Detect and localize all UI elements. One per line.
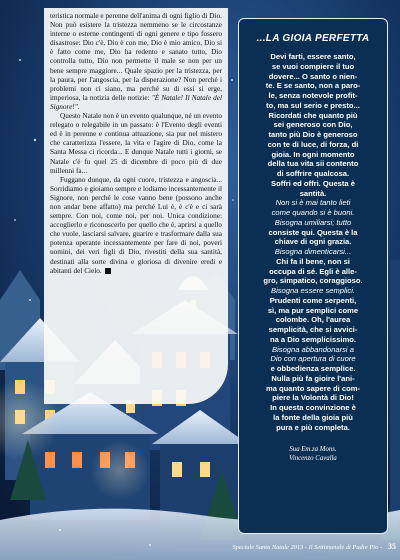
panel-line: ma quanto sapere di com- [265, 383, 361, 393]
panel-line: colombe. Oh, l'aurea [275, 315, 351, 325]
panel-line: santità. [299, 188, 327, 198]
panel-line: Devi farti, essere santo, [270, 52, 356, 61]
panel-line: Soffri ed offri. Questa è [271, 178, 355, 188]
panel-line: di soffrire qualcosa. [276, 169, 350, 178]
panel-line: occupa di sé. Egli è alle- [269, 266, 357, 276]
panel-line: Prudenti come serpenti, [269, 295, 357, 305]
panel-line: Bisogna dimenticarsi... [274, 247, 352, 256]
panel-line: sei generoso con Dio, [273, 120, 353, 130]
panel-line: to, ma sul serio e presto... [266, 100, 360, 110]
sidebar-panel [238, 18, 388, 534]
panel-line: dovere... O santo o nien- [268, 71, 358, 81]
panel-line: In questa convinzione è [270, 403, 356, 412]
panel-line: chiave di ogni grazia. [274, 237, 352, 247]
panel-line: Nulla più fa gioire l'ani- [271, 373, 355, 383]
panel-line: della tua vita sii contento [267, 159, 359, 169]
panel-line: la fonte della gioia più [273, 412, 353, 422]
panel-line: gioia. In ogni momento [271, 149, 355, 159]
article-paragraph: Fuggano dunque, da ogni cuore, tristezza e angoscia... Sorridiamo e gioiamo sempre e lodiamo incessantemente il Signore, non perché le cose vanno bene (possono anche non andar bene affatto) ma perché Lui è, è c'è e ci sarà sempre. Con noi, come noi, per noi. Unica condizione: accoglierlo e riconoscerlo per quello che è, aprirsi a quello che vuole, lasciarsi salvare, guarire e trasformare dalla sua potenza operante incessantemente per fare di noi, poveri uomini, dei veri figli di Dio, rivestiti della sua santità, destinati alla sorte divina e gloriosa di divenire eredi e abitanti del Cielo. [50, 175, 222, 275]
panel-line: tanto più Dio è generoso [268, 130, 358, 139]
panel-line: se vuoi compiere il tuo [271, 61, 355, 71]
panel-title: ...LA GIOIA PERFETTA [256, 33, 370, 44]
panel-line: con te di luce, di forza, di [267, 139, 359, 149]
panel-line: sì, ma pur semplici come [267, 305, 359, 315]
panel-line: Bisogna essere semplici. [271, 286, 355, 295]
panel-text [245, 52, 381, 432]
panel-line: piere la Volontà di Dio! [272, 393, 354, 403]
panel-line: Non si è mai tanto lieti [275, 198, 351, 208]
article-paragraph: teristica normale e perenne dell'anima di ogni figlio di Dio. Non può esistere la tristezza nemmeno se le circostanze interne o esterne contingenti di ogni genere e tipo fossero disastrose: Dio c'è, Dio è con me, Dio è mio amico, Dio si è fatto come me, Dio ha redento e sanato tutto, Dio controlla tutto, Dio non permette il male se non per un bene sempre maggiore... Quale spazio per la tristezza, per la paura, per l'angoscia, per la disperazione? Non perché i problemi non ci siano, ma perché su di essi si erge, imperiosa, la notizia delle notizie: "È Natale! Il Natale del Signore!". [50, 12, 222, 111]
panel-line: e obbedienza semplice. [270, 364, 356, 373]
page-number: 35 [388, 542, 396, 551]
panel-line: na a Dio semplicissimo. [269, 334, 357, 344]
panel-line: le, senza notevole profit- [268, 91, 358, 100]
panel-line: semplicità, che si avvici- [268, 325, 358, 334]
signature-title: Sua Em.za Mons. [289, 446, 337, 454]
panel-line: Bisogna umiliarsi; tutto [274, 217, 352, 227]
panel-line: Ricordati che quanto più [268, 110, 358, 120]
panel-line: gro, simpatico, coraggioso. [263, 276, 363, 286]
footer-text: Speciale Santo Natale 2013 - Il Settimanale di Padre Pio - [232, 544, 382, 551]
panel-line: come quando si è buoni. [271, 208, 355, 217]
page-footer [190, 540, 396, 554]
article-quote: "È Natale! Il Natale del Signore!" [50, 93, 222, 111]
end-of-article-mark [105, 268, 111, 274]
panel-line: pura e più completa. [276, 422, 350, 432]
panel-line: Dio con apertura di cuore [270, 354, 356, 364]
signature [245, 446, 381, 463]
signature-name: Vincenzo Cavalla [289, 454, 337, 462]
article-paragraph: Questo Natale non è un evento qualunque, né un evento relegato o relegabile in un passato: è l'Evento degli eventi ed è in perenne e continua attuazione, sia pur nel mistero che caratterizza l'essere, la vita e l'agire di Dio, come la Santa Messa ci ricorda... E dunque Natale tutti i giorni, se Natale c'è fu quel 25 di dicembre di poco più di due millenni fa... [50, 112, 222, 175]
panel-line: te. E se santo, non a paro- [265, 81, 361, 91]
panel-line: Chi fa il bene, non si [276, 256, 350, 266]
panel-line: consiste qui. Questa è la [268, 227, 358, 237]
article-column [44, 8, 228, 404]
panel-line: Bisogna abbandonarsi a [272, 344, 354, 354]
